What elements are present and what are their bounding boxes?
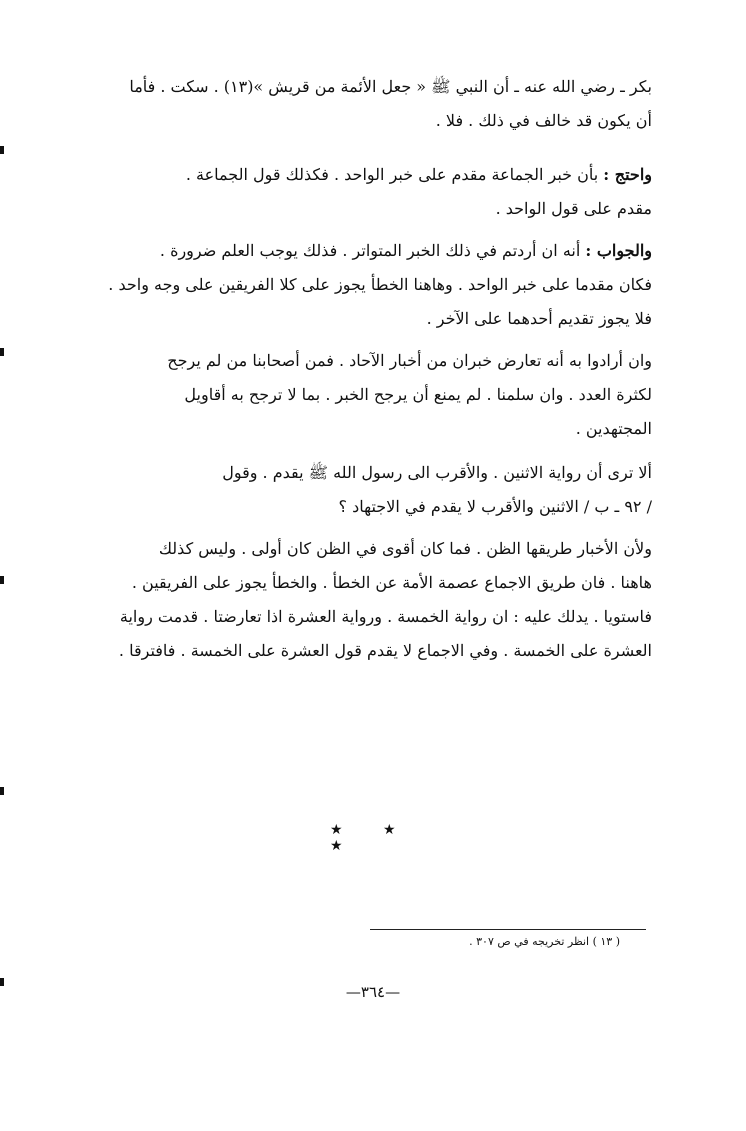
paragraph-3 xyxy=(96,234,652,336)
paragraph-1 xyxy=(96,70,652,138)
paragraph-5 xyxy=(96,456,652,524)
paragraph-line: هاهنا . فان طريق الاجماع عصمة الأمة عن الخطأ . والخطأ يجوز على الفريقين . xyxy=(131,573,652,592)
paragraph-line: لكثرة العدد . وان سلمنا . لم يمنع أن يرجح الخبر . بما لا ترجح به أقاويل xyxy=(184,385,652,404)
paragraph-line: ألا ترى أن رواية الاثنين . والأقرب الى رسول الله ﷺ يقدم . وقول xyxy=(222,463,652,482)
paragraph-line: المجتهدين . xyxy=(575,419,652,438)
paragraph-line: فاستويا . يدلك عليه : ان رواية الخمسة . ورواية العشرة اذا تعارضتا . قدمت رواية xyxy=(119,607,652,626)
paragraph-line: العشرة على الخمسة . وفي الاجماع لا يقدم قول العشرة على الخمسة . فافترقا . xyxy=(118,641,652,660)
footnote: ( ١٣ ) انظر تخريجه في ص ٣٠٧ . xyxy=(469,935,620,948)
paragraph-2 xyxy=(96,158,652,226)
page-number: —٣٦٤— xyxy=(345,983,401,1001)
paragraph-line: فكان مقدما على خبر الواحد . وهاهنا الخطأ يجوز على كلا الفريقين على وجه واحد . xyxy=(108,275,652,294)
paragraph-lead: والجواب : xyxy=(585,241,652,260)
section-separator: ★ ★ ★ xyxy=(330,822,414,854)
margin-mark xyxy=(0,576,4,584)
paragraph-line-text: بأن خبر الجماعة مقدم على خبر الواحد . فكذلك قول الجماعة . xyxy=(185,165,604,184)
paragraph-line: / ٩٢ ـ ب / الاثنين والأقرب لا يقدم في الاجتهاد ؟ xyxy=(338,497,652,516)
paragraph-line: بكر ـ رضي الله عنه ـ أن النبي ﷺ « جعل الأئمة من قريش »(١٣) . سكت . فأما xyxy=(129,77,652,96)
margin-mark xyxy=(0,787,4,795)
paragraph-line xyxy=(96,234,652,268)
paragraph-line: وان أرادوا به أنه تعارض خبران من أخبار الآحاد . فمن أصحابنا من لم يرجح xyxy=(167,351,652,370)
margin-mark xyxy=(0,978,4,986)
paragraph-line xyxy=(96,158,652,192)
paragraph-6 xyxy=(96,532,652,668)
margin-mark xyxy=(0,146,4,154)
paragraph-line: فلا يجوز تقديم أحدهما على الآخر . xyxy=(426,309,652,328)
paragraph-line: مقدم على قول الواحد . xyxy=(495,199,652,218)
paragraph-lead: واحتج : xyxy=(603,165,652,184)
paragraph-4 xyxy=(96,344,652,446)
paragraph-line: أن يكون قد خالف في ذلك . فلا . xyxy=(435,111,652,130)
footnote-rule xyxy=(370,929,646,930)
paragraph-line-text: أنه ان أردتم في ذلك الخبر المتواتر . فذلك يوجب العلم ضرورة . xyxy=(159,241,586,260)
margin-mark xyxy=(0,348,4,356)
paragraph-line: ولأن الأخبار طريقها الظن . فما كان أقوى في الظن كان أولى . وليس كذلك xyxy=(158,539,652,558)
